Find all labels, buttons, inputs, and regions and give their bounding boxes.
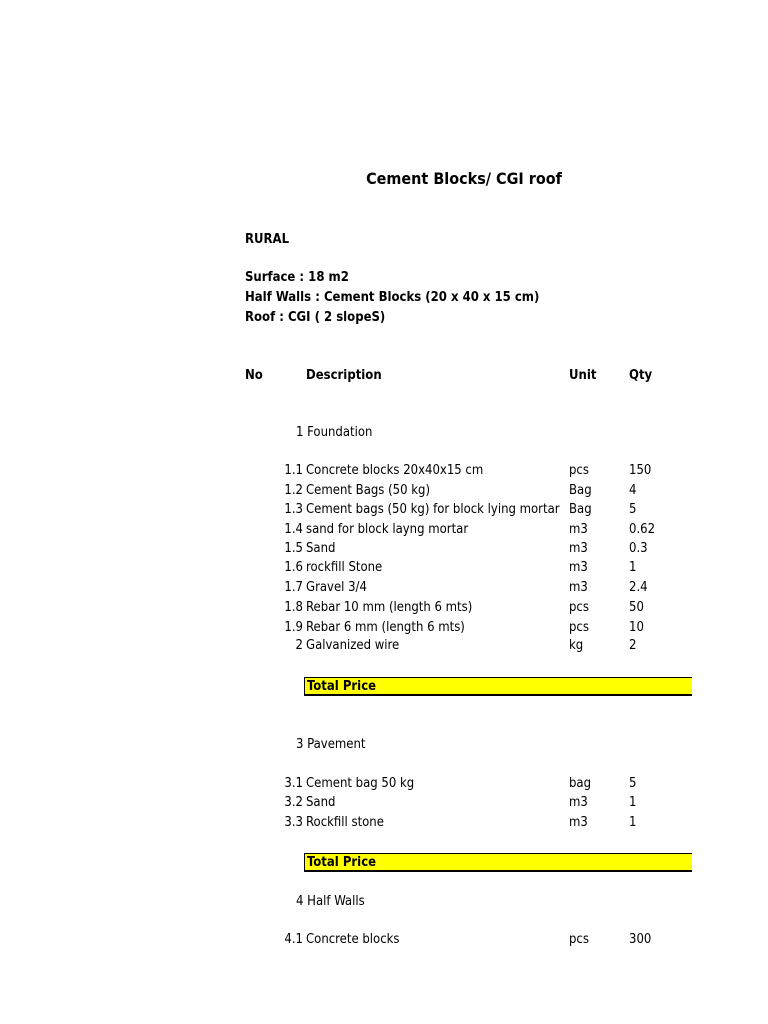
row-qty: 1	[629, 795, 637, 810]
row-unit: m3	[569, 522, 588, 537]
spec-roof: Roof : CGI ( 2 slopeS)	[245, 310, 386, 325]
row-unit: m3	[569, 541, 588, 556]
row-number: 1.6	[284, 560, 303, 575]
row-number: 3.2	[284, 795, 303, 810]
column-header-unit: Unit	[569, 368, 597, 383]
row-number: 1.3	[284, 502, 303, 517]
total-price-label: Total Price	[307, 679, 377, 694]
row-unit: bag	[569, 776, 592, 791]
row-description: Gravel 3/4	[306, 580, 367, 595]
row-description: Galvanized wire	[306, 638, 400, 653]
row-description: Cement Bags (50 kg)	[306, 483, 431, 498]
column-header-no: No	[245, 368, 263, 383]
row-number: 1.8	[284, 600, 303, 615]
row-number: 1.9	[284, 620, 303, 635]
spec-half-walls: Half Walls : Cement Blocks (20 x 40 x 15 cm)	[245, 290, 540, 305]
row-qty: 300	[629, 932, 652, 947]
row-description: Sand	[306, 795, 336, 810]
row-qty: 4	[629, 483, 637, 498]
row-description: Sand	[306, 541, 336, 556]
row-description: Rockfill stone	[306, 815, 384, 830]
row-qty: 150	[629, 463, 652, 478]
row-number: 1.2	[284, 483, 303, 498]
row-description: Rebar 6 mm (length 6 mts)	[306, 620, 465, 635]
row-number: 1.1	[284, 463, 303, 478]
spec-surface: Surface : 18 m2	[245, 270, 349, 285]
row-unit: m3	[569, 795, 588, 810]
row-unit: m3	[569, 580, 588, 595]
row-description: Concrete blocks	[306, 932, 400, 947]
row-description: Concrete blocks 20x40x15 cm	[306, 463, 484, 478]
row-qty: 5	[629, 502, 637, 517]
row-qty: 2.4	[629, 580, 648, 595]
row-number: 1.5	[284, 541, 303, 556]
row-unit: pcs	[569, 620, 589, 635]
row-qty: 50	[629, 600, 644, 615]
row-description: Cement bag 50 kg	[306, 776, 415, 791]
row-qty: 10	[629, 620, 644, 635]
row-description: Cement bags (50 kg) for block lying mortar	[306, 502, 560, 517]
row-qty: 0.3	[629, 541, 648, 556]
section-heading-foundation: 1 Foundation	[296, 425, 373, 440]
section-heading-half-walls: 4 Half Walls	[296, 894, 365, 909]
row-unit: pcs	[569, 463, 589, 478]
row-unit: kg	[569, 638, 584, 653]
section-heading-pavement: 3 Pavement	[296, 737, 366, 752]
row-unit: pcs	[569, 600, 589, 615]
row-number: 3.1	[284, 776, 303, 791]
column-header-description: Description	[306, 368, 382, 383]
row-number: 1.7	[284, 580, 303, 595]
total-price-row-pavement	[304, 853, 692, 872]
row-unit: m3	[569, 560, 588, 575]
row-unit: pcs	[569, 932, 589, 947]
row-number: 2	[295, 638, 303, 653]
row-qty: 1	[629, 815, 637, 830]
area-label: RURAL	[245, 232, 290, 247]
page-title: Cement Blocks/ CGI roof	[366, 169, 562, 188]
row-unit: Bag	[569, 502, 592, 517]
row-number: 4.1	[284, 932, 303, 947]
row-qty: 0.62	[629, 522, 656, 537]
row-description: Rebar 10 mm (length 6 mts)	[306, 600, 473, 615]
row-number: 3.3	[284, 815, 303, 830]
total-price-label: Total Price	[307, 855, 377, 870]
row-description: rockfill Stone	[306, 560, 383, 575]
total-price-row-foundation	[304, 677, 692, 696]
row-unit: m3	[569, 815, 588, 830]
row-qty: 1	[629, 560, 637, 575]
row-qty: 5	[629, 776, 637, 791]
row-description: sand for block layng mortar	[306, 522, 469, 537]
row-unit: Bag	[569, 483, 592, 498]
column-header-qty: Qty	[629, 368, 653, 383]
row-number: 1.4	[284, 522, 303, 537]
row-qty: 2	[629, 638, 637, 653]
